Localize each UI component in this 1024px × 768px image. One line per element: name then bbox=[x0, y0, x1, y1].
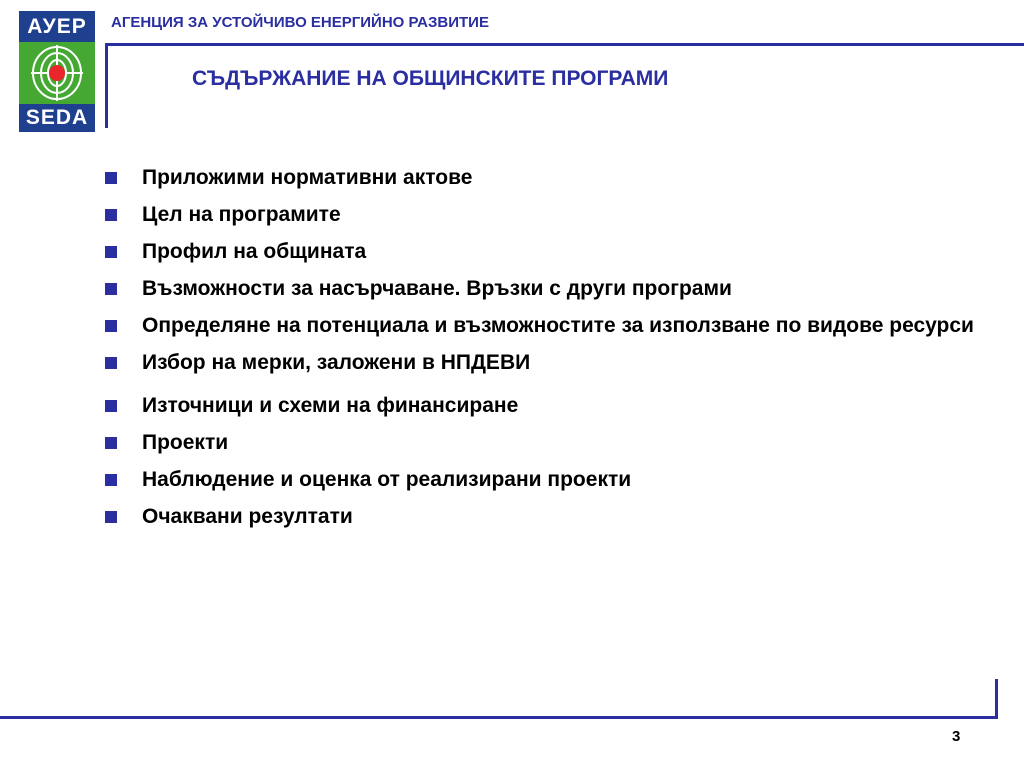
square-bullet-icon bbox=[105, 511, 117, 523]
list-item-text: Наблюдение и оценка от реализирани проекти bbox=[142, 468, 632, 491]
square-bullet-icon bbox=[105, 357, 117, 369]
list-item-text: Определяне на потенциала и възможностите за използване по видове ресурси bbox=[142, 314, 974, 337]
list-item bbox=[105, 237, 985, 267]
square-bullet-icon bbox=[105, 437, 117, 449]
header-divider-vertical bbox=[105, 43, 108, 128]
list-item-text: Профил на общината bbox=[142, 240, 367, 263]
footer-divider-vertical bbox=[995, 679, 998, 719]
globe-emblem-icon bbox=[19, 42, 95, 104]
logo-text-top: АУЕР bbox=[27, 15, 87, 38]
list-item bbox=[105, 428, 985, 458]
square-bullet-icon bbox=[105, 246, 117, 258]
list-item bbox=[105, 274, 985, 304]
list-item bbox=[105, 348, 985, 378]
list-item-text: Избор на мерки, заложени в НПДЕВИ bbox=[142, 351, 531, 374]
list-item bbox=[105, 391, 985, 421]
list-item bbox=[105, 163, 985, 193]
list-item bbox=[105, 311, 985, 341]
square-bullet-icon bbox=[105, 172, 117, 184]
square-bullet-icon bbox=[105, 474, 117, 486]
agency-logo bbox=[19, 11, 95, 132]
footer-divider-horizontal bbox=[0, 716, 998, 719]
list-item-text: Очаквани резултати bbox=[142, 505, 353, 528]
agency-name: АГЕНЦИЯ ЗА УСТОЙЧИВО ЕНЕРГИЙНО РАЗВИТИЕ bbox=[111, 14, 489, 31]
square-bullet-icon bbox=[105, 400, 117, 412]
content-list bbox=[105, 163, 985, 539]
list-item-text: Цел на програмите bbox=[142, 203, 341, 226]
header-divider-horizontal bbox=[105, 43, 1024, 46]
page-title: СЪДЪРЖАНИЕ НА ОБЩИНСКИТЕ ПРОГРАМИ bbox=[192, 67, 669, 90]
list-item bbox=[105, 200, 985, 230]
square-bullet-icon bbox=[105, 283, 117, 295]
logo-text-bottom: SEDA bbox=[25, 106, 89, 129]
list-item bbox=[105, 465, 985, 495]
square-bullet-icon bbox=[105, 209, 117, 221]
list-item-text: Приложими нормативни актове bbox=[142, 166, 473, 189]
list-item-text: Възможности за насърчаване. Връзки с други програми bbox=[142, 277, 732, 300]
list-item-text: Източници и схеми на финансиране bbox=[142, 394, 519, 417]
page-number: 3 bbox=[952, 728, 961, 745]
list-item bbox=[105, 502, 985, 532]
square-bullet-icon bbox=[105, 320, 117, 332]
list-item-text: Проекти bbox=[142, 431, 229, 454]
